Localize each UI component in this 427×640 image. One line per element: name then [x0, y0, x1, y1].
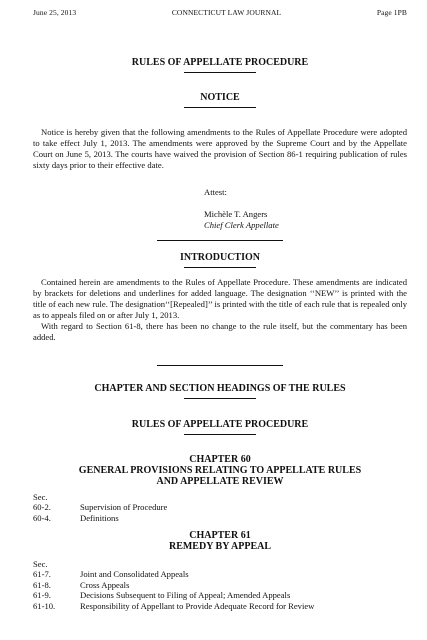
section-divider [157, 365, 283, 366]
running-header [33, 8, 407, 17]
chapter-61-sections [33, 559, 407, 611]
intro-paragraph-2: With regard to Section 61-8, there has been no change to the rule itself, but the commentary has been added. [33, 321, 407, 342]
section-number: 60-2. [33, 502, 51, 513]
section-divider [157, 240, 283, 241]
section-row [33, 601, 407, 611]
chapter-headings-title: CHAPTER AND SECTION HEADINGS OF THE RULES [94, 383, 346, 394]
section-title: Responsibility of Appellant to Provide Adequate Record for Review [80, 600, 315, 611]
sec-label: Sec. [33, 492, 48, 502]
section-row [33, 502, 407, 512]
section-title: Decisions Subsequent to Filing of Appeal; Amended Appeals [80, 590, 291, 601]
intro-paragraph-1: Contained herein are amendments to the Rules of Appellate Procedure. These amendments are indicated by brackets for deletions and underlines for added language. The designation ‘‘NEW’’ is printed with the title of each new rule. The designation‘‘[Repealed]’’ is printed with the title of each rule that is repealed only as to appeals filed on or after July 1, 2013. [33, 277, 407, 320]
intro-title: INTRODUCTION [179, 252, 260, 263]
header-date: June 25, 2013 [33, 8, 77, 17]
section-row [33, 590, 407, 600]
section-title: Cross Appeals [80, 579, 130, 590]
header-page: Page 1PB [376, 8, 407, 17]
section-number: 61-8. [33, 579, 51, 590]
section-title: Definitions [80, 512, 119, 523]
chapter-60-number: CHAPTER 60 [189, 454, 251, 465]
divider [184, 107, 256, 108]
main-heading: RULES OF APPELLATE PROCEDURE [131, 57, 309, 68]
section-number: 60-4. [33, 512, 51, 523]
section-number: 61-10. [33, 600, 56, 611]
chapter-60-title: GENERAL PROVISIONS RELATING TO APPELLATE RULES [78, 465, 362, 476]
section-number: 61-9. [33, 590, 51, 601]
section-title: Supervision of Procedure [80, 502, 168, 513]
signer-name: Michèle T. Angers [204, 209, 268, 219]
chapter-61-title: REMEDY BY APPEAL [168, 541, 272, 552]
divider [184, 72, 256, 73]
section-row [33, 580, 407, 590]
section-title: Joint and Consolidated Appeals [80, 569, 189, 580]
section-row [33, 513, 407, 523]
sec-label: Sec. [33, 559, 48, 569]
notice-body: Notice is hereby given that the following amendments to the Rules of Appellate Procedure were adopted to take effect July 1, 2013. The amendments were approved by the Supreme Court and by the Appellate Court on June 5, 2013. The courts have waived the provision of Section 86-1 requiring publication of rules sixty days prior to their effective date. [33, 127, 407, 170]
section-row [33, 569, 407, 579]
attest-label: Attest: [204, 187, 227, 197]
header-journal: CONNECTICUT LAW JOURNAL [171, 8, 282, 17]
journal-page [33, 8, 407, 611]
divider [184, 267, 256, 268]
signer-title: Chief Clerk Appellate [204, 220, 279, 230]
divider [184, 434, 256, 435]
chapter-60-title-cont: AND APPELLATE REVIEW [156, 476, 284, 487]
rules-heading: RULES OF APPELLATE PROCEDURE [131, 419, 309, 430]
divider [184, 398, 256, 399]
chapter-60-sections [33, 492, 407, 523]
section-number: 61-7. [33, 569, 51, 580]
notice-title: NOTICE [200, 92, 240, 103]
chapter-61-number: CHAPTER 61 [189, 530, 251, 541]
